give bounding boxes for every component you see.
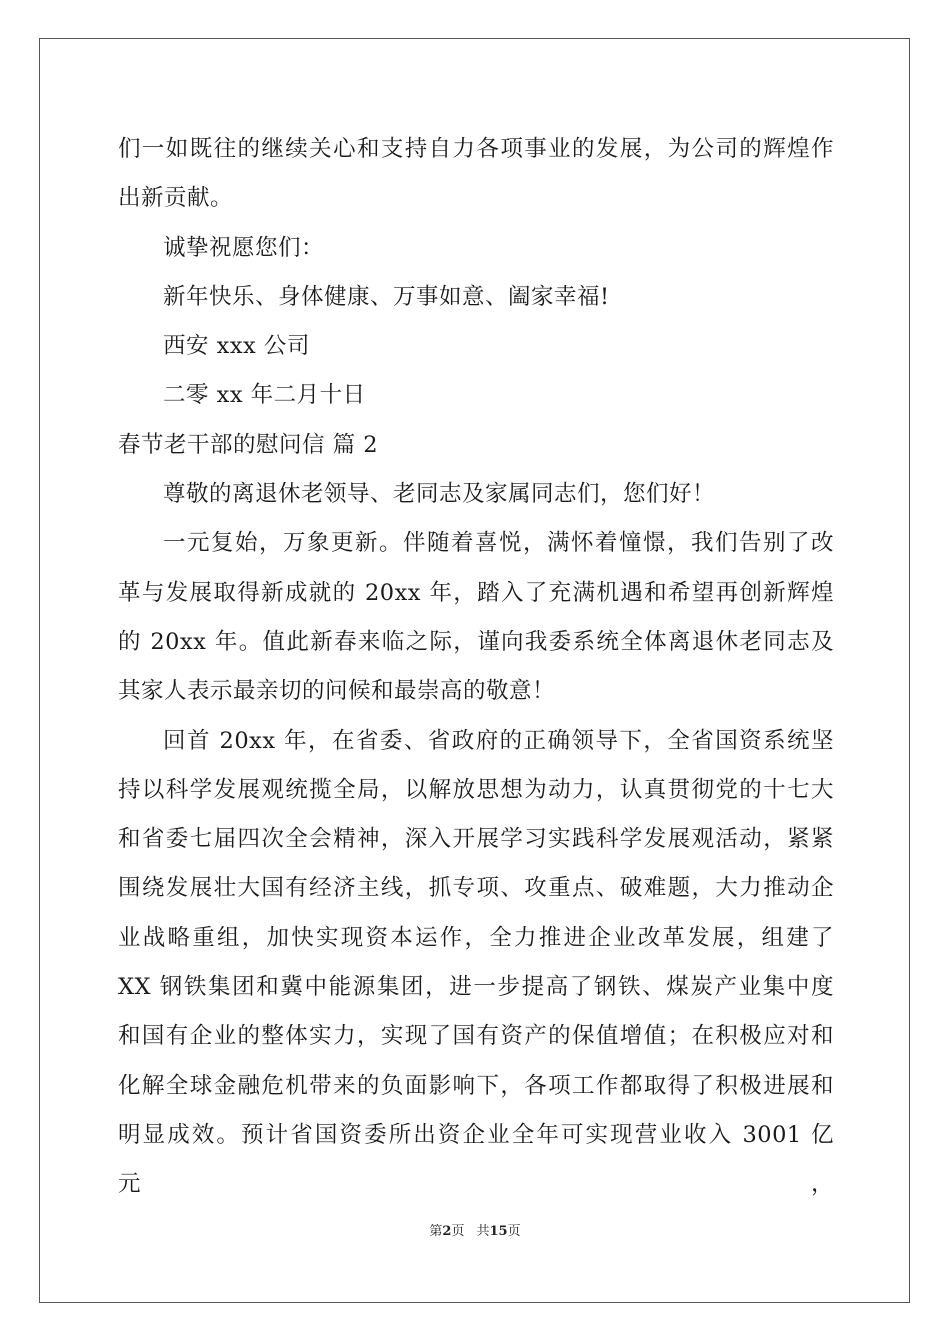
- text-line: 西安 xxx 公司: [163, 333, 310, 360]
- text-line: 和国有企业的整体实力，实现了国有资产的保值增值；在积极应对和: [118, 1023, 834, 1050]
- text-line: 化解全球金融危机带来的负面影响下，各项工作都取得了积极进展和: [118, 1072, 834, 1099]
- footer-total-suffix: 页: [507, 1224, 521, 1239]
- text-line: 和省委七届四次全会精神，深入开展学习实践科学发展观活动，紧紧: [118, 826, 834, 853]
- footer-page-total: 15: [489, 1224, 508, 1239]
- text-line: 一元复始，万象更新。伴随着喜悦，满怀着憧憬，我们告别了改: [163, 530, 834, 557]
- text-line: 其家人表示最亲切的问候和最崇高的敬意！: [118, 678, 556, 705]
- text-line: 二零 xx 年二月十日: [163, 382, 366, 409]
- text-line: 尊敬的离退休老领导、老同志及家属同志们，您们好！: [163, 481, 716, 508]
- text-line: 们一如既往的继续关心和支持自力各项事业的发展，为公司的辉煌作: [118, 136, 834, 162]
- text-line: XX 钢铁集团和冀中能源集团，进一步提高了钢铁、煤炭产业集中度: [118, 974, 834, 1001]
- text-line: 新年快乐、身体健康、万事如意、阖家幸福!: [163, 283, 610, 310]
- footer-page-current: 2: [442, 1224, 452, 1239]
- text-line: 明显成效。预计省国资委所出资企业全年可实现营业收入 3001 亿元，: [118, 1121, 834, 1198]
- text-line: 出新贡献。: [118, 185, 234, 212]
- footer-page-suffix: 页: [451, 1224, 465, 1239]
- footer-page-prefix: 第: [429, 1224, 443, 1239]
- text-line: 的 20xx 年。值此新春来临之际，谨向我委系统全体离退休老同志及: [118, 628, 834, 655]
- page-footer: [0, 1220, 950, 1239]
- document-body: [118, 125, 834, 1198]
- text-line: 回首 20xx 年，在省委、省政府的正确领导下，全省国资系统坚: [163, 727, 834, 754]
- text-line: 持以科学发展观统揽全局，以解放思想为动力，认真贯彻党的十七大: [118, 776, 834, 803]
- text-line: 围绕发展壮大国有经济主线，抓专项、攻重点、破难题，大力推动企: [118, 875, 834, 902]
- footer-total-prefix: 共: [476, 1224, 490, 1239]
- text-line: 诚挚祝愿您们：: [163, 234, 325, 261]
- text-line: 革与发展取得新成就的 20xx 年，踏入了充满机遇和希望再创新辉煌: [118, 579, 834, 606]
- text-line: 春节老干部的慰问信 篇 2: [118, 431, 379, 458]
- text-line: 业战略重组，加快实现资本运作，全力推进企业改革发展，组建了: [118, 924, 834, 951]
